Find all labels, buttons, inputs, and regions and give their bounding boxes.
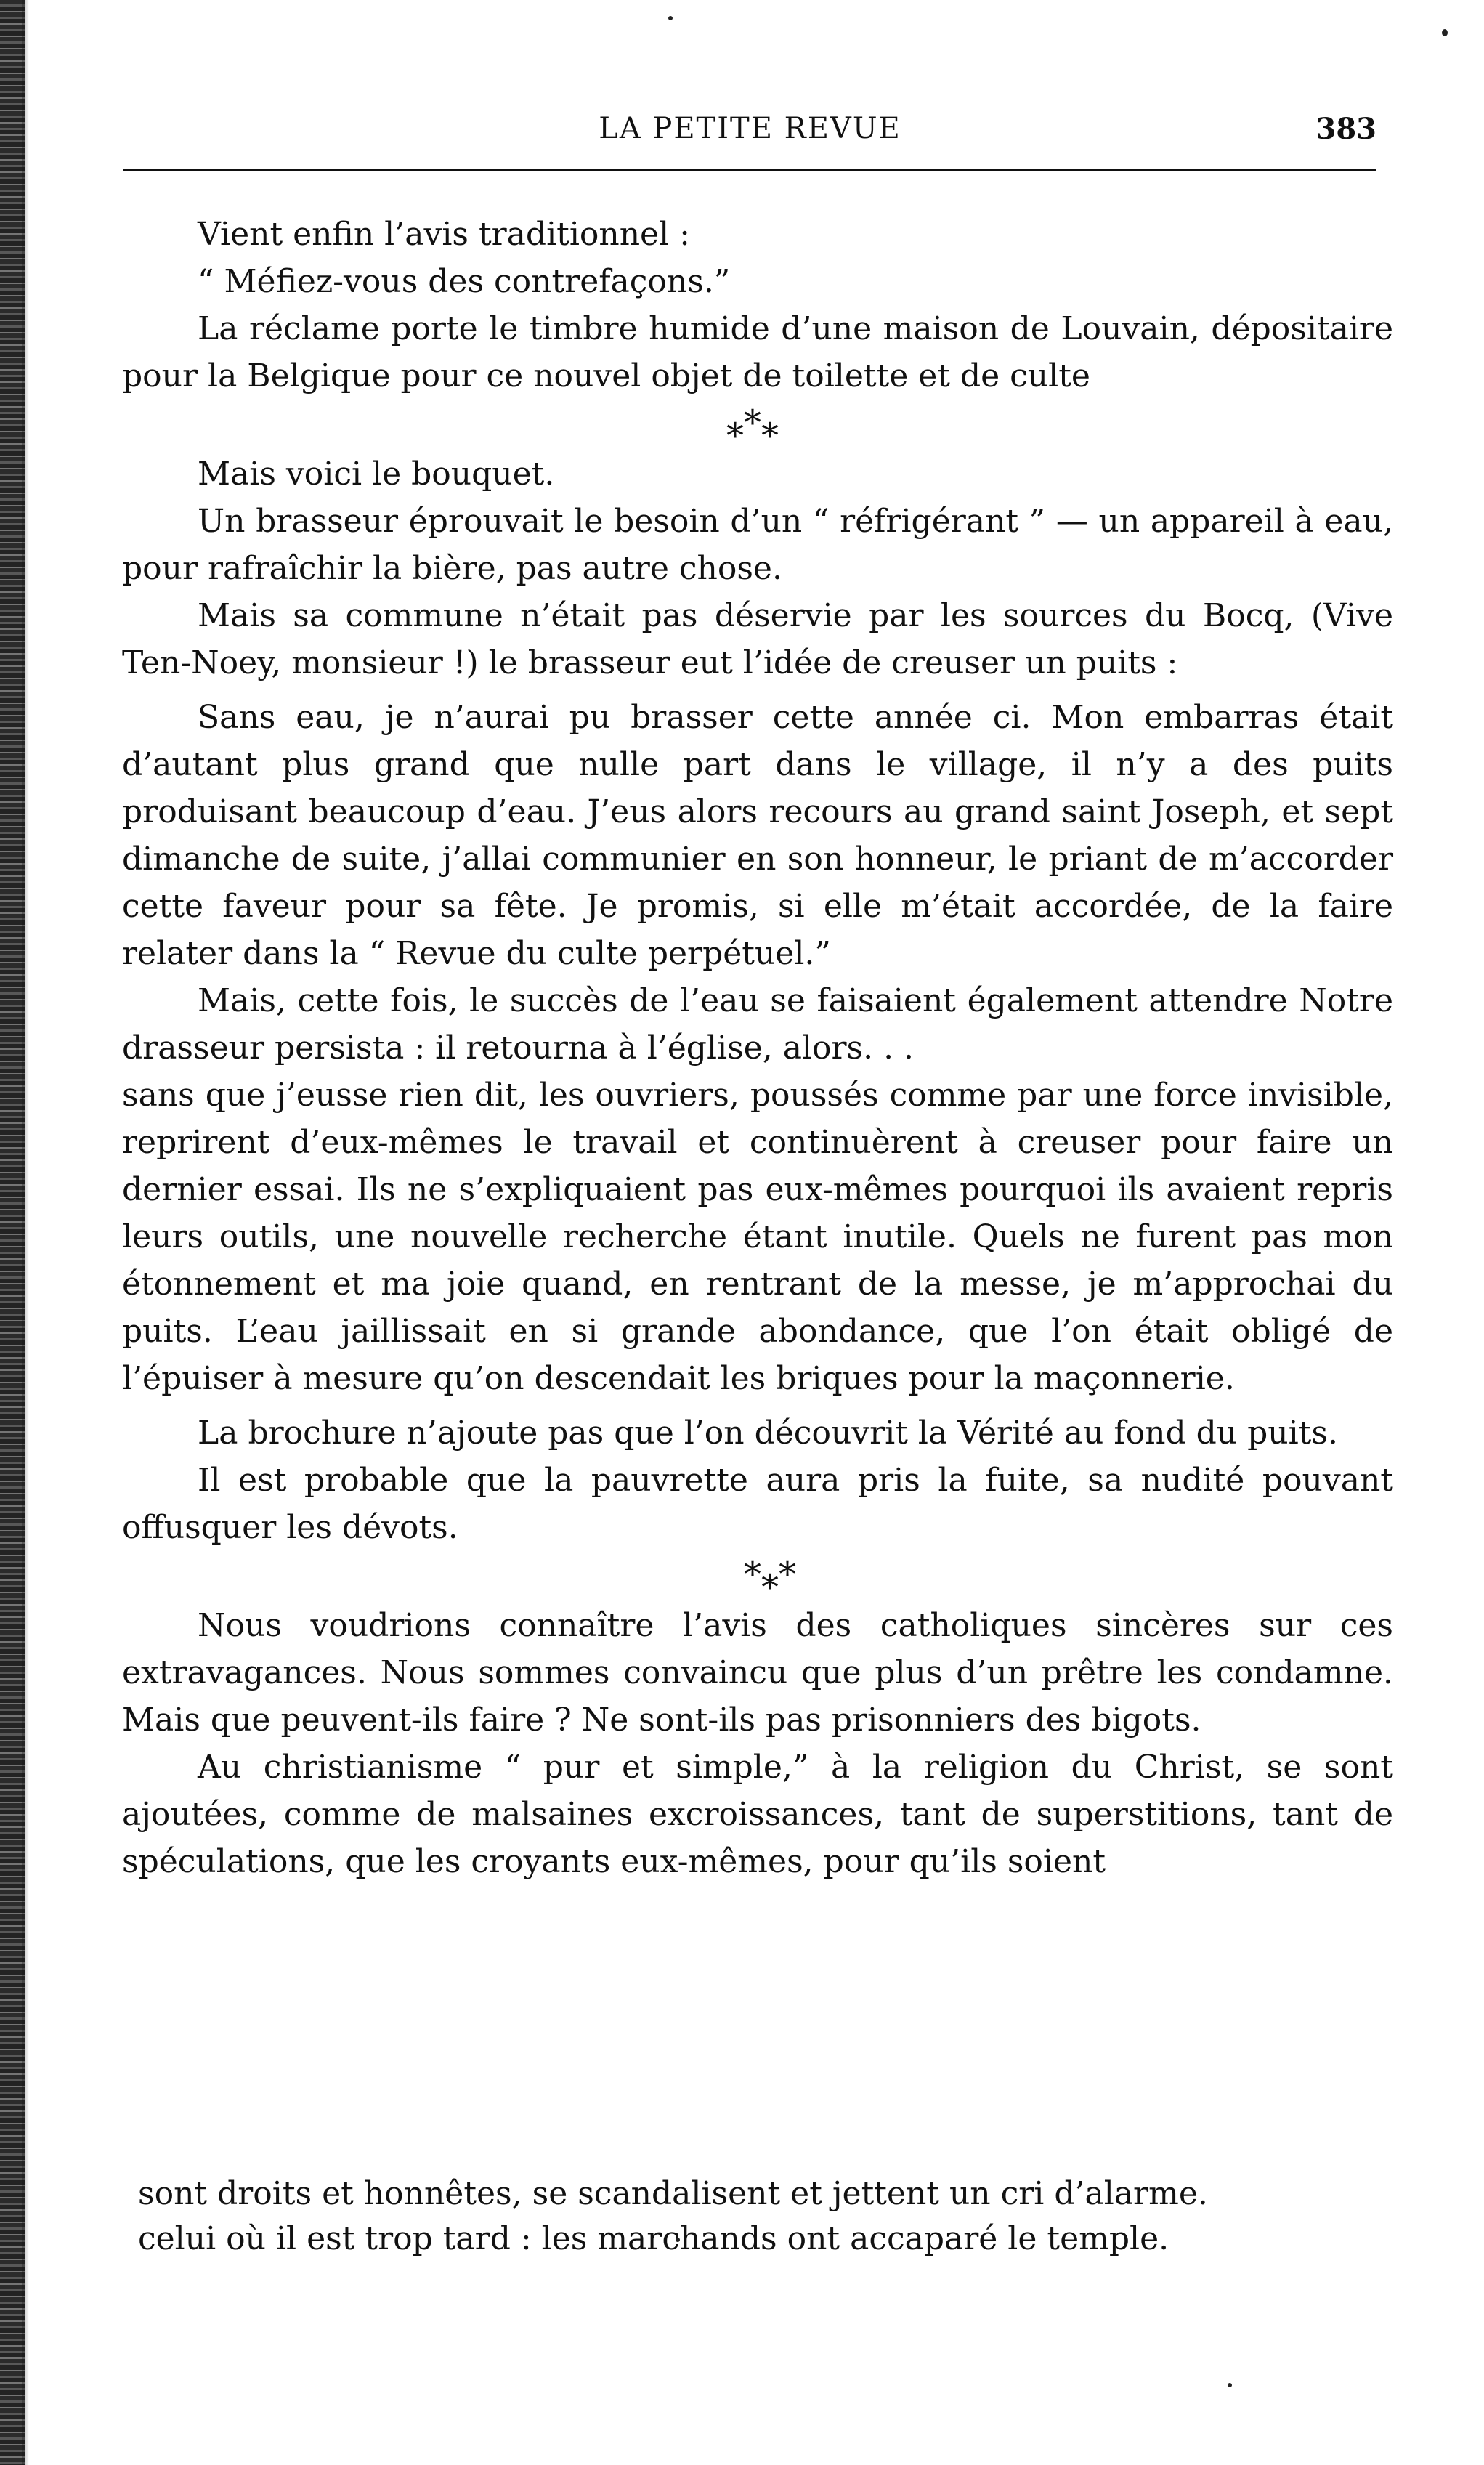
paragraph: Sans eau, je n’aurai pu brasser cette année ci. Mon embarras était d’autant plus grand que nulle part dans le village, il n’y a des puits produisant beaucoup d’eau. J’eus alors recours au grand saint Joseph, et sept dimanche de suite, j’allai communier en son honneur, le priant de m’accorder cette faveur pour sa fête. Je promis, si elle m’était accordée, de la faire relater dans la “ Revue du culte perpétuel.” bbox=[122, 699, 1393, 972]
asterism-star: * bbox=[761, 1567, 779, 1608]
paragraph: La réclame porte le timbre humide d’une maison de Louvain, dépositaire pour la Belgique pour ce nouvel objet de toilette et de culte bbox=[122, 310, 1393, 394]
paragraph: Un brasseur éprouvait le besoin d’un “ réfrigérant ” — un appareil à eau, pour rafraîchir la bière, pas autre chose. bbox=[122, 503, 1393, 587]
asterism bbox=[122, 400, 1393, 456]
asterism bbox=[122, 1551, 1393, 1608]
asterism-star: * bbox=[744, 1554, 761, 1595]
paragraph: Mais sa commune n’était pas déservie par les sources du Bocq, (Vive Ten-Noey, monsieur !) le brasseur eut l’idée de creuser un puits : bbox=[122, 597, 1393, 681]
ink-speck bbox=[668, 16, 673, 20]
asterism-star: * bbox=[744, 402, 761, 443]
running-title: LA PETITE REVUE bbox=[599, 112, 901, 145]
paragraph: Il est probable que la pauvrette aura pris la fuite, sa nudité pouvant offusquer les dévots. bbox=[122, 1462, 1393, 1546]
asterism-star: * bbox=[726, 416, 744, 456]
asterism-star: * bbox=[761, 416, 779, 456]
paragraph: Vient enfin l’avis traditionnel : bbox=[198, 216, 690, 253]
asterism-star: * bbox=[779, 1554, 796, 1595]
damaged-line: celui où il est trop tard : les marchands ont accaparé le temple. bbox=[138, 2220, 1169, 2257]
paragraph: sans que j’eusse rien dit, les ouvriers, poussés comme par une force invisible, reprirent d’eux-mêmes le travail et continuèrent à creuser pour faire un dernier essai. Ils ne s’expliquaient pas eux-mêmes pourquoi ils avaient repris leurs outils, une nouvelle recherche étant inutile. Quels ne furent pas mon étonnement et ma joie quand, en rentrant de la messe, je m’approchai du puits. L’eau jaillissait en si grande abondance, que l’on était obligé de l’épuiser à mesure qu’on descendait les briques pour la maçonnerie. bbox=[122, 1077, 1393, 1397]
paragraph: Au christianisme “ pur et simple,” à la religion du Christ, se sont ajoutées, comme de malsaines excroissances, tant de superstitions, tant de spéculations, que les croyants eux-mêmes, pour qu’ils soient bbox=[122, 1749, 1393, 1880]
page-header bbox=[123, 109, 1376, 153]
paragraph: Mais, cette fois, le succès de l’eau se faisaient également attendre Notre drasseur persista : il retourna à l’église, alors. . . bbox=[122, 982, 1393, 1066]
ink-speck bbox=[1228, 2383, 1232, 2387]
paragraph: La brochure n’ajoute pas que l’on découvrit la Vérité au fond du puits. bbox=[198, 1414, 1338, 1452]
page-binding-edge bbox=[0, 0, 25, 2465]
damaged-line: sont droits et honnêtes, se scandalisent et jettent un cri d’alarme. bbox=[138, 2175, 1208, 2212]
header-rule bbox=[123, 169, 1376, 171]
paragraph: Mais voici le bouquet. bbox=[198, 456, 555, 493]
paragraph: “ Méfiez-vous des contrefaçons.” bbox=[198, 263, 731, 300]
paragraph: Nous voudrions connaître l’avis des catholiques sincères sur ces extravagances. Nous sommes convaincu que plus d’un prêtre les condamne. Mais que peuvent-ils faire ? Ne sont-ils pas prisonniers des bigots. bbox=[122, 1607, 1393, 1739]
page-number: 383 bbox=[1315, 112, 1376, 146]
text-body bbox=[122, 211, 1393, 1885]
ink-speck bbox=[1442, 29, 1448, 36]
